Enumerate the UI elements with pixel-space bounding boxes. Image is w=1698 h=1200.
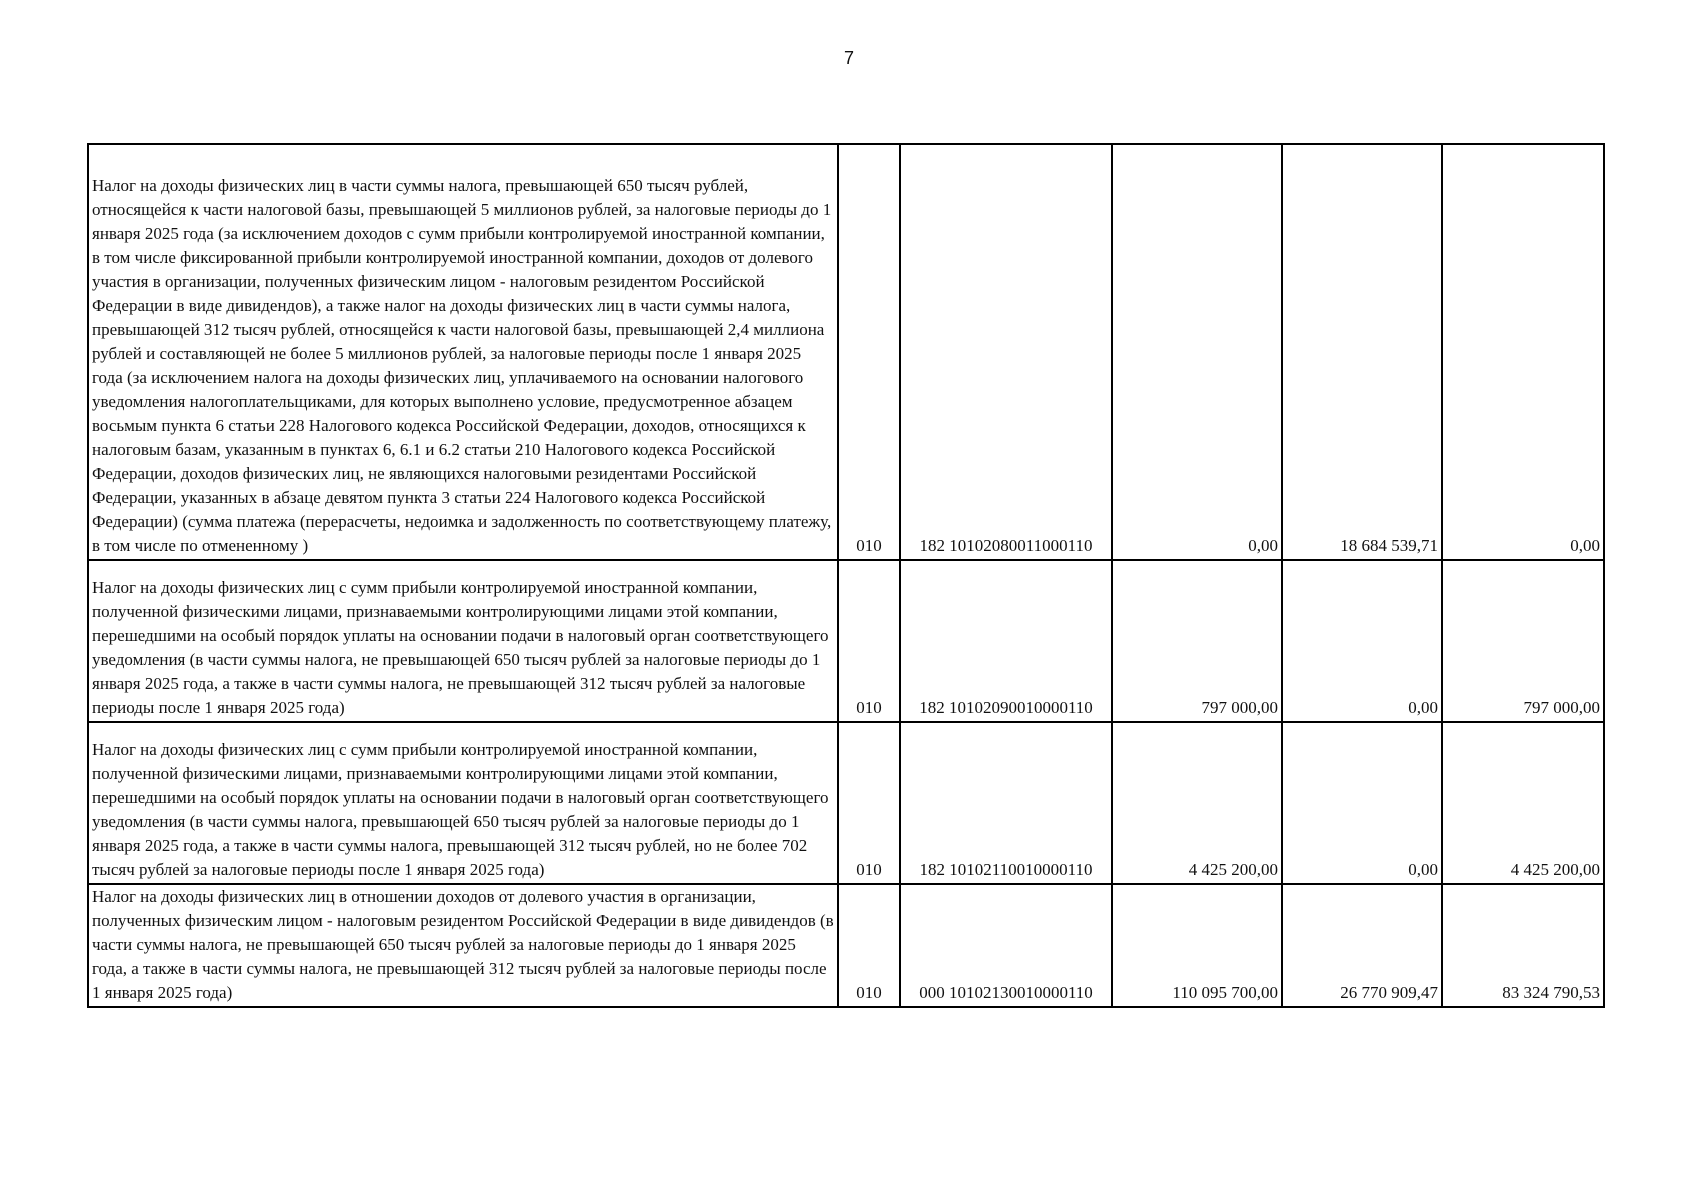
line-code-cell: 010 <box>838 560 900 722</box>
row-description-cell <box>88 560 838 722</box>
value-1-cell: 0,00 <box>1112 144 1282 560</box>
budget-code-cell: 000 10102130010000110 <box>900 884 1112 1007</box>
table-row <box>88 722 1604 884</box>
table-row <box>88 560 1604 722</box>
value-3-cell: 797 000,00 <box>1442 560 1604 722</box>
line-code-cell: 010 <box>838 884 900 1007</box>
table-row <box>88 884 1604 1007</box>
budget-code-cell: 182 10102090010000110 <box>900 560 1112 722</box>
value-3-cell: 0,00 <box>1442 144 1604 560</box>
row-description-cell <box>88 884 838 1007</box>
value-3-cell: 83 324 790,53 <box>1442 884 1604 1007</box>
row-description: Налог на доходы физических лиц в отношении доходов от долевого участия в организации, полученных физическим лицом - налоговым резидентом Российской Федерации в виде дивидендов (в части суммы налога, не превышающей 650 тысяч рублей за налоговые периоды до 1 января 2025 года, а также в части суммы налога, не превышающей 312 тысяч рублей за налоговые периоды после 1 января 2025 года) <box>92 887 834 1002</box>
value-2-cell: 0,00 <box>1282 560 1442 722</box>
value-2-cell: 0,00 <box>1282 722 1442 884</box>
line-code-cell: 010 <box>838 722 900 884</box>
row-description: Налог на доходы физических лиц с сумм прибыли контролируемой иностранной компании, полученной физическими лицами, признаваемыми контролирующими лицами этой компании, перешедшими на особый порядок уплаты на основании подачи в налоговый орган соответствующего уведомления (в части суммы налога, не превышающей 650 тысяч рублей за налоговые периоды до 1 января 2025 года, а также в части суммы налога, не превышающей 312 тысяч рублей за налоговые периоды после 1 января 2025 года) <box>92 578 829 717</box>
budget-code-cell: 182 10102110010000110 <box>900 722 1112 884</box>
value-3-cell: 4 425 200,00 <box>1442 722 1604 884</box>
table-row <box>88 144 1604 560</box>
page-number: 7 <box>843 48 854 68</box>
line-code-cell: 010 <box>838 144 900 560</box>
row-description: Налог на доходы физических лиц в части суммы налога, превышающей 650 тысяч рублей, относящейся к части налоговой базы, превышающей 5 миллионов рублей, за налоговые периоды до 1 января 2025 года (за исключением доходов с сумм прибыли контролируемой иностранной компании, в том числе фиксированной прибыли контролируемой иностранной компании, доходов от долевого участия в организации, полученных физическим лицом - налоговым резидентом Российской Федерации в виде дивидендов), а также налог на доходы физических лиц в части суммы налога, превышающей 312 тысяч рублей, относящейся к части налоговой базы, превышающей 2,4 миллиона рублей и составляющей не более 5 миллионов рублей, за налоговые периоды после 1 января 2025 года (за исключением налога на доходы физических лиц, уплачиваемого на основании налогового уведомления налогоплательщиками, для которых выполнено условие, предусмотренное абзацем восьмым пункта 6 статьи 228 Налогового кодекса Российской Федерации, доходов, относящихся к налоговым базам, указанным в пунктах 6, 6.1 и 6.2 статьи 210 Налогового кодекса Российской Федерации, доходов физических лиц, не являющихся налоговыми резидентами Российской Федерации, указанных в абзаце девятом пункта 3 статьи 224 Налогового кодекса Российской Федерации) (сумма платежа (перерасчеты, недоимка и задолженность по соответствующему платежу, в том числе по отмененному ) <box>92 176 832 555</box>
value-1-cell: 110 095 700,00 <box>1112 884 1282 1007</box>
row-description-cell <box>88 722 838 884</box>
value-2-cell: 18 684 539,71 <box>1282 144 1442 560</box>
row-description-cell <box>88 144 838 560</box>
value-1-cell: 4 425 200,00 <box>1112 722 1282 884</box>
value-1-cell: 797 000,00 <box>1112 560 1282 722</box>
row-description: Налог на доходы физических лиц с сумм прибыли контролируемой иностранной компании, полученной физическими лицами, признаваемыми контролирующими лицами этой компании, перешедшими на особый порядок уплаты на основании подачи в налоговый орган соответствующего уведомления (в части суммы налога, превышающей 650 тысяч рублей за налоговые периоды до 1 января 2025 года, а также в части суммы налога, превышающей 312 тысяч рублей, но не более 702 тысяч рублей за налоговые периоды после 1 января 2025 года) <box>92 740 829 879</box>
value-2-cell: 26 770 909,47 <box>1282 884 1442 1007</box>
income-report-table <box>87 143 1605 1008</box>
budget-code-cell: 182 10102080011000110 <box>900 144 1112 560</box>
